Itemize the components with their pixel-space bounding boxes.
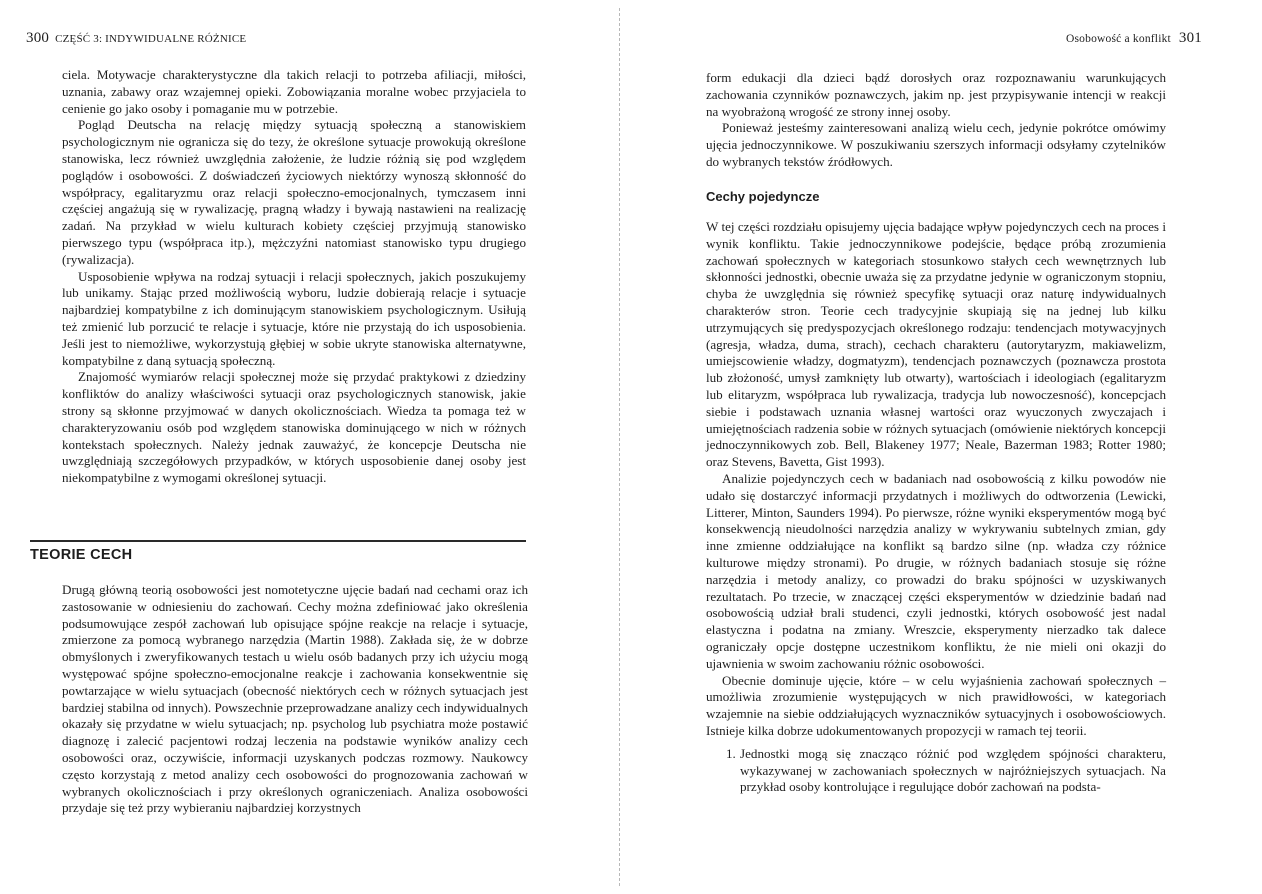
subsection-heading: Cechy pojedyncze: [706, 189, 820, 204]
left-section-text: [62, 582, 528, 817]
right-running-head: Osobowość a konflikt: [1066, 33, 1171, 45]
paragraph: Znajomość wymiarów relacji społecznej może się przydać praktykowi z dziedziny konfliktów do analizy właściwości sytuacji oraz psychologicznych stanowisk, jakie strony są skłonne przyjmować w danych okolicznościach. Wiedza ta pomaga też w charakteryzowaniu osób pod względem stanowiska dominującego w nich w różnych kontekstach społecznych. Należy jednak zauważyć, że koncepcje Deutscha nie uwzględniają szczegółowych przypadków, w których usposobienie danej osoby jest niekompatybilne z wymogami określonej sytuacji.: [62, 369, 526, 486]
paragraph: ciela. Motywacje charakterystyczne dla takich relacji to potrzeba afiliacji, miłości, uznania, zabawy oraz wzajemnej opieki. Zobowiązania moralne wobec przyjaciela to cenienie go jako osoby i pomaganie mu w potrzebie.: [62, 67, 526, 116]
list-item-text: Jednostki mogą się znacząco różnić pod względem spójności charakteru, wykazywanej w zachowaniach społecznych w najróżniejszych sytuacjach. Na przykład osoby kontrolujące i regulujące dobór zachowań na podsta-: [740, 745, 1166, 795]
left-page-header: [26, 30, 246, 47]
left-top-text: [62, 67, 526, 487]
page-gutter: [619, 8, 620, 886]
section-rule: [30, 540, 526, 542]
right-top-text: [706, 70, 1166, 171]
paragraph: Analizie pojedynczych cech w badaniach nad osobowością z kilku powodów nie udało się dostarczyć informacji przydatnych i możliwych do odtworzenia (Lewicki, Litterer, Minton, Saunders 1994). Po pierwsze, różne wyniki eksperymentów mogą być konsekwencją nieudolności narzędzia analizy w wykrywaniu subtelnych zmian, gdy inne zmienne oddziałujące na konflikt są bardzo silne (np. władza czy różnice kulturowe między stronami). Po drugie, w różnych badaniach stosuje się różne narzędzia i metody analizy, co prowadzi do braku spójności w uzyskiwanych rezultatach. Po trzecie, w znaczącej części eksperymentów w dziedzinie badań nad osobowością udział brali studenci, czyli jednostki, których osobowość jest nadal elastyczna i podatna na zmiany. Wreszcie, eksperymenty nierzadko tak dalece ograniczały opcje dostępne uczestnikom konfliktu, że nie mieli oni okazji do ujawnienia w swoim zachowaniu różnic osobowości.: [706, 470, 1166, 671]
right-page-header: [1066, 30, 1202, 47]
right-page: [630, 0, 1262, 894]
paragraph: Ponieważ jesteśmy zainteresowani analizą wielu cech, jedynie pokrótce omówimy ujęcia jednoczynnikowe. W poszukiwaniu szerszych informacji odsyłamy czytelników do wybranych tekstów źródłowych.: [706, 120, 1166, 169]
left-page: [0, 0, 620, 894]
paragraph: Usposobienie wpływa na rodzaj sytuacji i relacji społecznych, jakich poszukujemy lub unikamy. Stając przed możliwością wyboru, ludzie dobierają relacje i sytuacje najbardziej kompatybilne z ich dominującym stanowiskiem psychologicznym. Usiłują też zmienić lub porzucić te relacje i sytuacje, które nie przystają do ich usposobienia. Jeśli jest to niemożliwe, wykorzystują głębiej w sobie ukryte stanowiska alternatywne, kompatybilne z daną sytuacją społeczną.: [62, 268, 526, 368]
paragraph: Obecnie dominuje ujęcie, które – w celu wyjaśnienia zachowań społecznych – umożliwia zrozumienie występujących w nich prawidłowości, w kategoriach wzajemnie na siebie oddziałujących wyznaczników sytuacyjnych i osobowościowych. Istnieje kilka dobrze udokumentowanych propozycji w ramach tej teorii.: [706, 672, 1166, 738]
right-section-text: [706, 219, 1166, 796]
section-heading: TEORIE CECH: [30, 547, 133, 563]
right-page-number: 301: [1178, 30, 1202, 46]
list-item: [706, 746, 1166, 796]
left-page-number: 300: [26, 30, 50, 46]
paragraph: W tej części rozdziału opisujemy ujęcia badające wpływ pojedynczych cech na proces i wynik konfliktu. Takie jednoczynnikowe podejście, będące próbą zrozumienia zachowań społecznych w kategoriach stosunkowo stałych cech wewnętrznych lub skłonności jednostki, obecnie uważa się za przydatne jedynie w ograniczonym stopniu, chyba że uwzględnia się również specyfikę sytuacji oraz naturę indywidualnych charakterów stron. Teorie cech tradycyjnie skupiają się na jednej lub kilku utrzymujących się predyspozycjach określonego rodzaju: tendencjach motywacyjnych (agresja, władza, duma, strach), cechach charakteru (autorytaryzm, makiawelizm, umiejscowienie władzy, dogmatyzm), tendencjach poznawczych (poznawcza prostota lub złożoność, umysł zamknięty lub otwarty), wartościach i ideologiach (egalitaryzm lub elitaryzm, współpraca lub rywalizacja, tradycja lub nowoczesność), koncepcjach siebie i podstawach uznania własnej wartości oraz wyuczonych zwyczajach i umiejętnościach radzenia sobie w różnych sytuacjach (omówienie niektórych koncepcji jednoczynnikowych zob. Bell, Blakeney 1977; Neale, Bazerman 1983; Rotter 1980; oraz Stevens, Bavetta, Gist 1993).: [706, 219, 1166, 470]
left-running-head: CZĘŚĆ 3: INDYWIDUALNE RÓŻNICE: [55, 33, 247, 45]
paragraph: Drugą główną teorią osobowości jest nomotetyczne ujęcie badań nad cechami oraz ich zastosowanie w odniesieniu do zachowań. Cechy można zdefiniować jako określenia podsumowujące zespół zachowań lub opisujące spójne reakcje na relacje i sytuacje, zmierzone za pomocą wybranego narzędzia (Martin 1988). Zakłada się, że w dobrze obmyślonych i zweryfikowanych testach u wielu osób badanych przy ich użyciu mogą występować spójne społeczno-emocjonalne reakcje i zachowania konsekwentnie się powtarzające w wielu sytuacjach (obecność niektórych cech w różnych sytuacjach jest bardziej stabilna od innych). Powszechnie przeprowadzane analizy cech indywidualnych okazały się przydatne w wielu sytuacjach; np. psycholog lub psychiatra może postawić diagnozę i zalecić pacjentowi rodzaj leczenia na podstawie wyników analizy cech osobowości oraz, oczywiście, informacji uzyskanych podczas rozmowy. Naukowcy często korzystają z metod analizy cech osobowości do prognozowania zachowań w wybranych okolicznościach i przy określonych ograniczeniach. Analiza osobowości przydaje się też przy wybieraniu najbardziej korzystnych: [62, 582, 528, 816]
paragraph: Pogląd Deutscha na relację między sytuacją społeczną a stanowiskiem psychologicznym nie ogranicza się do tezy, że określone sytuacje prowokują określone stanowiska, lecz również uwzględnia założenie, że ludzie różnią się pod względem poglądów i osobowości. Z doświadczeń życiowych niektórzy wynoszą skłonność do współpracy, egalitaryzmu oraz relacji społeczno-emocjonalnych, tymczasem inni częściej angażują się w rywalizację, pragną władzy i bywają nastawieni na realizację zadań. Na przykład w wielu kulturach kobiety częściej przyjmują stanowisko pierwszego typu (współpraca itp.), mężczyźni natomiast stanowisko typu drugiego (rywalizacja).: [62, 117, 526, 267]
list-item-number: 1.: [726, 745, 736, 761]
paragraph: form edukacji dla dzieci bądź dorosłych oraz rozpoznawaniu warunkujących zachowania czynników poznawczych, jakim np. jest przypisywanie intencji w reakcji na wyobrażoną wrogość ze strony innej osoby.: [706, 70, 1166, 119]
